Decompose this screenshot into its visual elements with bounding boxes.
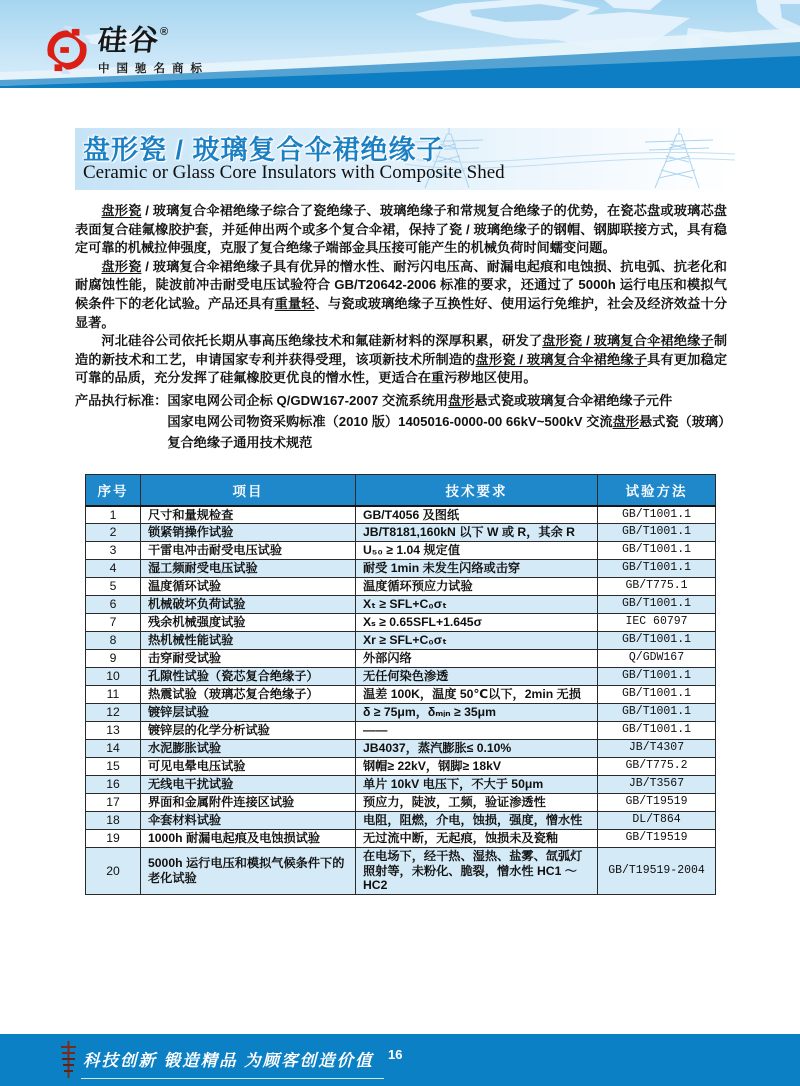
registered-mark: ®: [160, 26, 169, 38]
test-item: 无线电干扰试验: [141, 776, 356, 794]
column-header: 试验方法: [598, 475, 716, 506]
test-item: 残余机械强度试验: [141, 614, 356, 632]
requirement: 无任何染色渗透: [356, 668, 598, 686]
test-method: DL/T864: [598, 812, 716, 830]
test-method: GB/T1001.1: [598, 596, 716, 614]
column-header: 项目: [141, 475, 356, 506]
requirement: 钢帽≥ 22kV，钢脚≥ 18kV: [356, 758, 598, 776]
test-spec-table: [85, 474, 716, 895]
column-header: 技术要求: [356, 475, 598, 506]
text-segment: 国家电网公司企标 Q/GDW167-2007 交流系统用: [167, 393, 448, 408]
test-item: 热机械性能试验: [141, 632, 356, 650]
table-row: [86, 758, 716, 776]
standards-block: [75, 390, 735, 453]
test-method: JB/T4307: [598, 740, 716, 758]
requirement: Xₛ ≥ 0.65SFL+1.645σ: [356, 614, 598, 632]
requirement: 外部闪络: [356, 650, 598, 668]
requirement: 预应力，陡波，工频，验证渗透性: [356, 794, 598, 812]
test-item: 可见电晕电压试验: [141, 758, 356, 776]
requirement: Xₜ ≥ SFL+C₀σₜ: [356, 596, 598, 614]
text-segment: 国家电网公司物资采购标准（2010 版）1405016-0000-00 66kV~500kV 交流: [167, 414, 613, 429]
row-number: 3: [86, 542, 141, 560]
text-segment: 悬式瓷或玻璃复合伞裙绝缘子元件: [474, 393, 673, 408]
text-segment: 盘形瓷 / 玻璃复合伞裙绝缘子: [475, 351, 648, 367]
standards-line: [167, 432, 735, 453]
test-method: GB/T775.1: [598, 578, 716, 596]
test-method: GB/T1001.1: [598, 560, 716, 578]
requirement: 温度循环预应力试验: [356, 578, 598, 596]
row-number: 17: [86, 794, 141, 812]
row-number: 15: [86, 758, 141, 776]
text-segment: 河北硅谷公司依托长期从事高压绝缘技术和氟硅新材料的深厚积累，研发了: [101, 333, 543, 349]
row-number: 2: [86, 524, 141, 542]
intro-paragraphs: [75, 202, 727, 388]
test-item: 镀锌层试验: [141, 704, 356, 722]
test-item: 镀锌层的化学分析试验: [141, 722, 356, 740]
paragraph: [75, 258, 727, 332]
test-item: 伞套材料试验: [141, 812, 356, 830]
text-segment: 、与瓷或玻璃绝缘子互换性好、使用运行免维护，社会及经济效益十分显著。: [75, 295, 728, 330]
table-row: [86, 632, 716, 650]
row-number: 11: [86, 686, 141, 704]
table-row: [86, 776, 716, 794]
test-item: 水泥膨胀试验: [141, 740, 356, 758]
requirement: ——: [356, 722, 598, 740]
standards-line: [167, 390, 735, 411]
test-item: 5000h 运行电压和模拟气候条件下的老化试验: [141, 848, 356, 895]
standards-line: [167, 411, 735, 432]
page-title: 盘形瓷 / 玻璃复合伞裙绝缘子: [83, 135, 445, 165]
paragraph: [75, 332, 727, 388]
standards-label: 产品执行标准：: [75, 393, 168, 408]
row-number: 13: [86, 722, 141, 740]
row-number: 20: [86, 848, 141, 895]
test-method: GB/T1001.1: [598, 668, 716, 686]
table-body: [86, 506, 716, 895]
row-number: 19: [86, 830, 141, 848]
test-item: 温度循环试验: [141, 578, 356, 596]
test-method: GB/T1001.1: [598, 524, 716, 542]
table-row: [86, 596, 716, 614]
page-number: 16: [388, 1047, 403, 1062]
requirement: U₅₀ ≥ 1.04 规定值: [356, 542, 598, 560]
page-footer: [0, 1034, 800, 1086]
requirement: 温差 100K，温度 50℃以下，2min 无损: [356, 686, 598, 704]
row-number: 10: [86, 668, 141, 686]
table-row: [86, 830, 716, 848]
test-item: 湿工频耐受电压试验: [141, 560, 356, 578]
row-number: 18: [86, 812, 141, 830]
text-segment: 盘形: [612, 414, 639, 429]
test-item: 锁紧销操作试验: [141, 524, 356, 542]
brand-tagline: 中国驰名商标: [98, 63, 209, 75]
text-segment: / 玻璃复合伞裙绝缘子具有优异的憎水性、耐污闪电压高、耐漏电起痕和电蚀损、抗电弧、抗老化和耐腐蚀性能，陡波前冲击耐受电压试验符合 GB/T20642-2006 标准的要求，还通过了 5000h 运行电压和模拟气候条件下的老化试验。产品还具有: [75, 258, 727, 311]
table-row: [86, 848, 716, 895]
page-header: [0, 0, 800, 88]
test-method: GB/T1001.1: [598, 542, 716, 560]
test-method: GB/T1001.1: [598, 686, 716, 704]
table-row: [86, 614, 716, 632]
row-number: 5: [86, 578, 141, 596]
table-row: [86, 812, 716, 830]
standards-lines: [167, 390, 735, 453]
requirement: JB4037，蒸汽膨胀≤ 0.10%: [356, 740, 598, 758]
row-number: 9: [86, 650, 141, 668]
table-row: [86, 506, 716, 524]
row-number: 1: [86, 506, 141, 524]
test-method: GB/T775.2: [598, 758, 716, 776]
test-method: Q/GDW167: [598, 650, 716, 668]
table-row: [86, 794, 716, 812]
text-segment: 复合绝缘子通用技术规范: [167, 435, 313, 450]
test-method: GB/T1001.1: [598, 632, 716, 650]
requirement: 在电场下，经干热、湿热、盐雾、氙弧灯照射等，未粉化、脆裂，憎水性 HC1 ～ HC2: [356, 848, 598, 895]
test-item: 干雷电冲击耐受电压试验: [141, 542, 356, 560]
table-row: [86, 740, 716, 758]
test-method: GB/T19519-2004: [598, 848, 716, 895]
text-segment: 制造的新技术和工艺，申请国家专利并获得受理，该项新技术所制造的: [75, 333, 727, 367]
row-number: 16: [86, 776, 141, 794]
brand-name: 硅谷: [96, 25, 162, 57]
test-method: GB/T1001.1: [598, 506, 716, 524]
requirement: δ ≥ 75μm，δₘᵢₙ ≥ 35μm: [356, 704, 598, 722]
row-number: 14: [86, 740, 141, 758]
title-banner: [75, 128, 735, 190]
text-segment: 盘形瓷: [101, 258, 142, 274]
requirement: 无过流中断，无起痕，蚀损未及瓷釉: [356, 830, 598, 848]
table-row: [86, 560, 716, 578]
column-header: 序号: [86, 475, 141, 506]
text-segment: 盘形: [447, 393, 475, 408]
test-item: 热震试验（玻璃芯复合绝缘子）: [141, 686, 356, 704]
test-item: 界面和金属附件连接区试验: [141, 794, 356, 812]
row-number: 12: [86, 704, 141, 722]
requirement: GB/T4056 及图纸: [356, 506, 598, 524]
text-segment: 悬式瓷（玻璃）: [638, 414, 732, 429]
text-segment: / 玻璃复合伞裙绝缘子综合了瓷绝缘子、玻璃绝缘子和常规复合绝缘子的优势，在瓷芯盘或玻璃芯盘表面复合硅氟橡胶护套，并延伸出两个或多个复合伞裙，保持了瓷 / 玻璃绝缘子的钢帽、钢脚联接方式，具有稳定可靠的机械拉伸强度，克服了复合绝缘子端部金具压接可能产生的机械负荷时间蠕变问题。: [75, 203, 727, 256]
text-segment: 具有更加稳定可靠的品质，充分发挥了硅氟橡胶更优良的憎水性，更适合在重污秽地区使用。: [75, 351, 728, 386]
test-item: 机械破坏负荷试验: [141, 596, 356, 614]
requirement: Xr ≥ SFL+C₀σₜ: [356, 632, 598, 650]
table-row: [86, 668, 716, 686]
test-method: GB/T19519: [598, 794, 716, 812]
row-number: 6: [86, 596, 141, 614]
table-row: [86, 722, 716, 740]
test-item: 1000h 耐漏电起痕及电蚀损试验: [141, 830, 356, 848]
insulator-icon: [60, 1041, 77, 1078]
test-item: 尺寸和量规检查: [141, 506, 356, 524]
text-segment: 重量轻: [274, 295, 315, 311]
table-row: [86, 704, 716, 722]
row-number: 8: [86, 632, 141, 650]
silicon-valley-logo-icon: [44, 26, 90, 74]
table-row: [86, 578, 716, 596]
text-segment: 盘形瓷: [101, 203, 142, 218]
test-method: JB/T3567: [598, 776, 716, 794]
brand-logo: [44, 26, 209, 76]
row-number: 4: [86, 560, 141, 578]
test-item: 击穿耐受试验: [141, 650, 356, 668]
test-method: GB/T19519: [598, 830, 716, 848]
page-subtitle: Ceramic or Glass Core Insulators with Composite Shed: [83, 162, 505, 183]
requirement: 耐受 1min 未发生闪络或击穿: [356, 560, 598, 578]
table-row: [86, 542, 716, 560]
table-row: [86, 686, 716, 704]
table-row: [86, 524, 716, 542]
test-method: IEC 60797: [598, 614, 716, 632]
requirement: 电阻，阻燃，介电，蚀损，强度，憎水性: [356, 812, 598, 830]
requirement: 单片 10kV 电压下，不大于 50μm: [356, 776, 598, 794]
text-segment: 盘形瓷 / 玻璃复合伞裙绝缘子: [542, 333, 714, 349]
row-number: 7: [86, 614, 141, 632]
test-method: GB/T1001.1: [598, 722, 716, 740]
table-header-row: [86, 475, 716, 506]
footer-slogan: 科技创新 锻造精品 为顾客创造价值: [81, 1041, 384, 1079]
test-item: 孔隙性试验（瓷芯复合绝缘子）: [141, 668, 356, 686]
table-row: [86, 650, 716, 668]
requirement: JB/T8181,160kN 以下 W 或 R，其余 R: [356, 524, 598, 542]
paragraph: [75, 202, 727, 258]
test-method: GB/T1001.1: [598, 704, 716, 722]
